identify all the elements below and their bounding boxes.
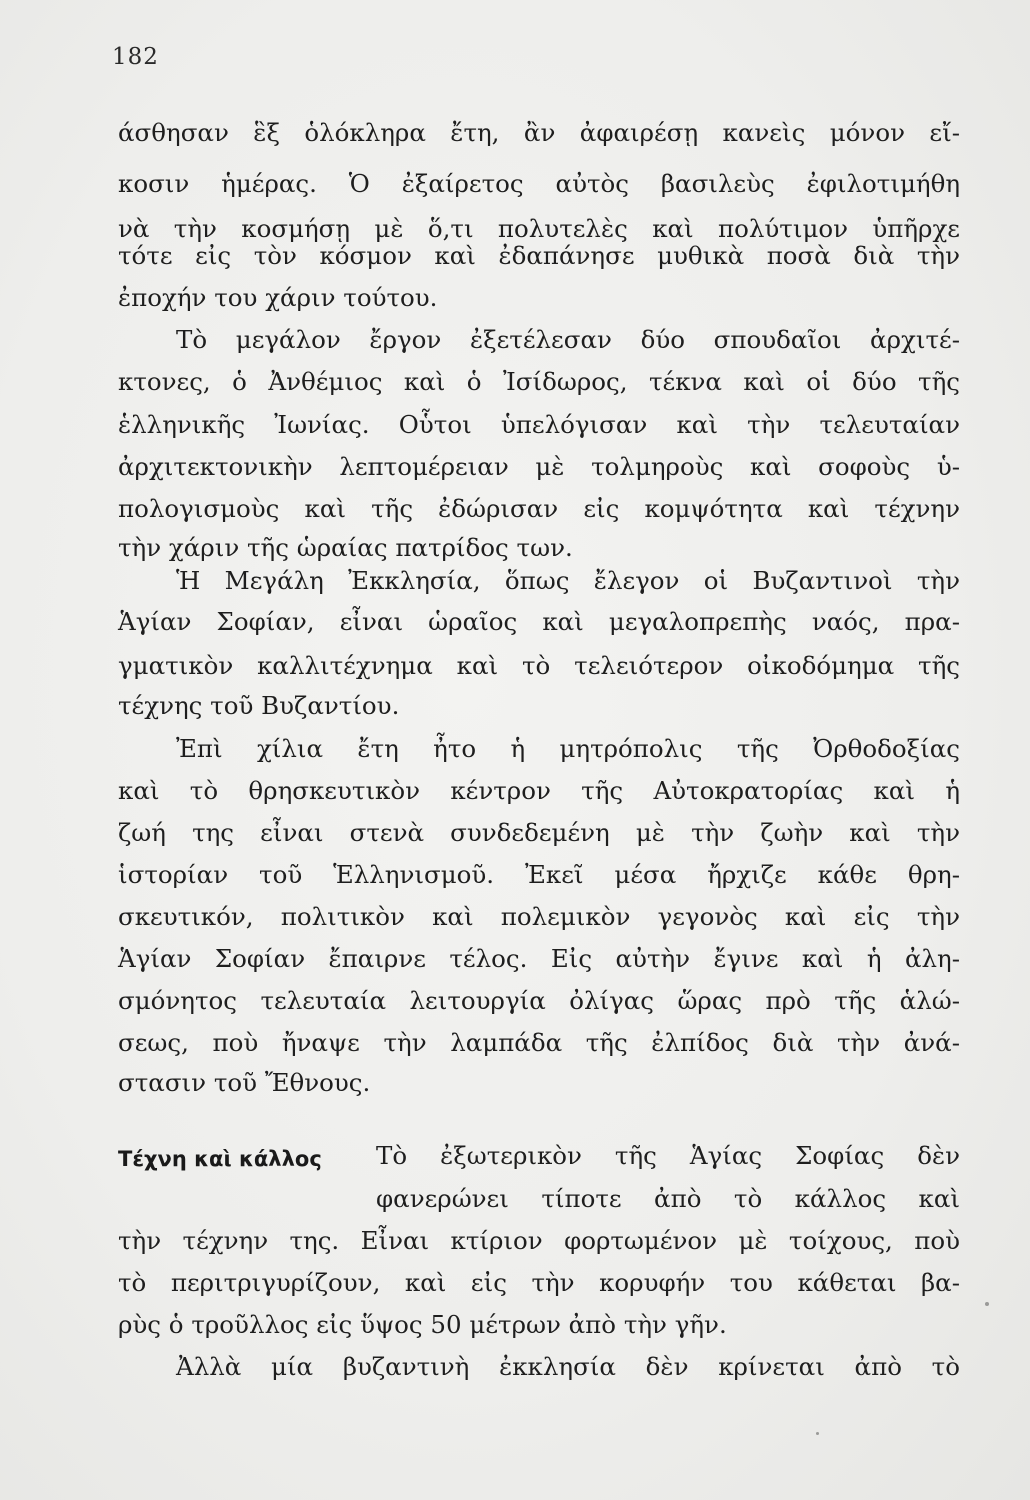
text-line: σεως, ποὺ ἤναψε τὴν λαμπάδα τῆς ἐλπίδος διὰ τὴν ἀνά-: [118, 1028, 960, 1057]
text-line: γματικὸν καλλιτέχνημα καὶ τὸ τελειότερον οἰκοδόμημα τῆς: [118, 651, 960, 680]
text-line: τὴν χάριν τῆς ὡραίας πατρίδος των.: [118, 533, 573, 562]
text-line: καὶ τὸ θρησκευτικὸν κέντρον τῆς Αὐτοκρατορίας καὶ ἡ: [118, 776, 960, 805]
text-line: Τὸ μεγάλον ἔργον ἐξετέλεσαν δύο σπουδαῖοι ἀρχιτέ-: [176, 325, 960, 354]
text-line: τότε εἰς τὸν κόσμον καὶ ἐδαπάνησε μυθικὰ ποσὰ διὰ τὴν: [118, 241, 960, 270]
text-line: άσθησαν ἓξ ὁλόκληρα ἔτη, ἂν ἀφαιρέσῃ κανεὶς μόνον εἴ-: [118, 118, 960, 147]
text-line: ἑλληνικῆς Ἰωνίας. Οὗτοι ὑπελόγισαν καὶ τὴν τελευταίαν: [118, 410, 960, 439]
text-line: τέχνης τοῦ Βυζαντίου.: [118, 691, 400, 720]
text-line: Ἐπὶ χίλια ἔτη ἦτο ἡ μητρόπολις τῆς Ὀρθοδοξίας: [176, 734, 960, 763]
text-line: ζωή της εἶναι στενὰ συνδεδεμένη μὲ τὴν ζωὴν καὶ τὴν: [118, 818, 960, 847]
text-line: Ἁγίαν Σοφίαν, εἶναι ὡραῖος καὶ μεγαλοπρεπὴς ναός, πρα-: [118, 607, 960, 636]
paper-speck: [985, 1302, 989, 1306]
text-line: κτονες, ὁ Ἀνθέμιος καὶ ὁ Ἰσίδωρος, τέκνα καὶ οἱ δύο τῆς: [118, 367, 960, 396]
text-line: σκευτικόν, πολιτικὸν καὶ πολεμικὸν γεγονὸς καὶ εἰς τὴν: [118, 902, 960, 931]
section-side-heading: Τέχνη καὶ κάλλος: [118, 1147, 322, 1171]
text-line: στασιν τοῦ Ἔθνους.: [118, 1068, 371, 1097]
text-line: νὰ τὴν κοσμήσῃ μὲ ὅ,τι πολυτελὲς καὶ πολύτιμον ὑπῆρχε: [118, 214, 960, 243]
text-line: ρὺς ὁ τροῦλλος εἰς ὕψος 50 μέτρων ἀπὸ τὴν γῆν.: [118, 1310, 727, 1339]
paper-speck: [816, 1432, 819, 1435]
text-line: ἱστορίαν τοῦ Ἑλληνισμοῦ. Ἐκεῖ μέσα ἤρχιζε κάθε θρη-: [118, 860, 960, 889]
text-line: πολογισμοὺς καὶ τῆς ἐδώρισαν εἰς κομψότητα καὶ τέχνην: [118, 494, 960, 523]
text-line: φανερώνει τίποτε ἀπὸ τὸ κάλλος καὶ: [376, 1184, 960, 1213]
text-line: Τὸ ἐξωτερικὸν τῆς Ἁγίας Σοφίας δὲν: [376, 1141, 960, 1170]
text-line: ἀρχιτεκτονικὴν λεπτομέρειαν μὲ τολμηροὺς καὶ σοφοὺς ὑ-: [118, 452, 960, 481]
text-line: Ἁγίαν Σοφίαν ἔπαιρνε τέλος. Εἰς αὐτὴν ἔγινε καὶ ἡ ἀλη-: [118, 944, 960, 973]
page-number: 182: [112, 44, 159, 70]
text-line: τὴν τέχνην της. Εἶναι κτίριον φορτωμένον μὲ τοίχους, ποὺ: [118, 1226, 960, 1255]
text-line: τὸ περιτριγυρίζουν, καὶ εἰς τὴν κορυφήν του κάθεται βα-: [118, 1268, 960, 1297]
text-line: σμόνητος τελευταία λειτουργία ὀλίγας ὥρας πρὸ τῆς ἁλώ-: [118, 986, 960, 1015]
text-line: κοσιν ἡμέρας. Ὁ ἐξαίρετος αὐτὸς βασιλεὺς ἐφιλοτιμήθη: [118, 169, 960, 198]
text-line: Ἀλλὰ μία βυζαντινὴ ἐκκλησία δὲν κρίνεται ἀπὸ τὸ: [176, 1352, 960, 1381]
text-line: Ἡ Μεγάλη Ἐκκλησία, ὅπως ἔλεγον οἱ Βυζαντινοὶ τὴν: [176, 566, 960, 595]
text-line: ἐποχήν του χάριν τούτου.: [118, 283, 438, 312]
